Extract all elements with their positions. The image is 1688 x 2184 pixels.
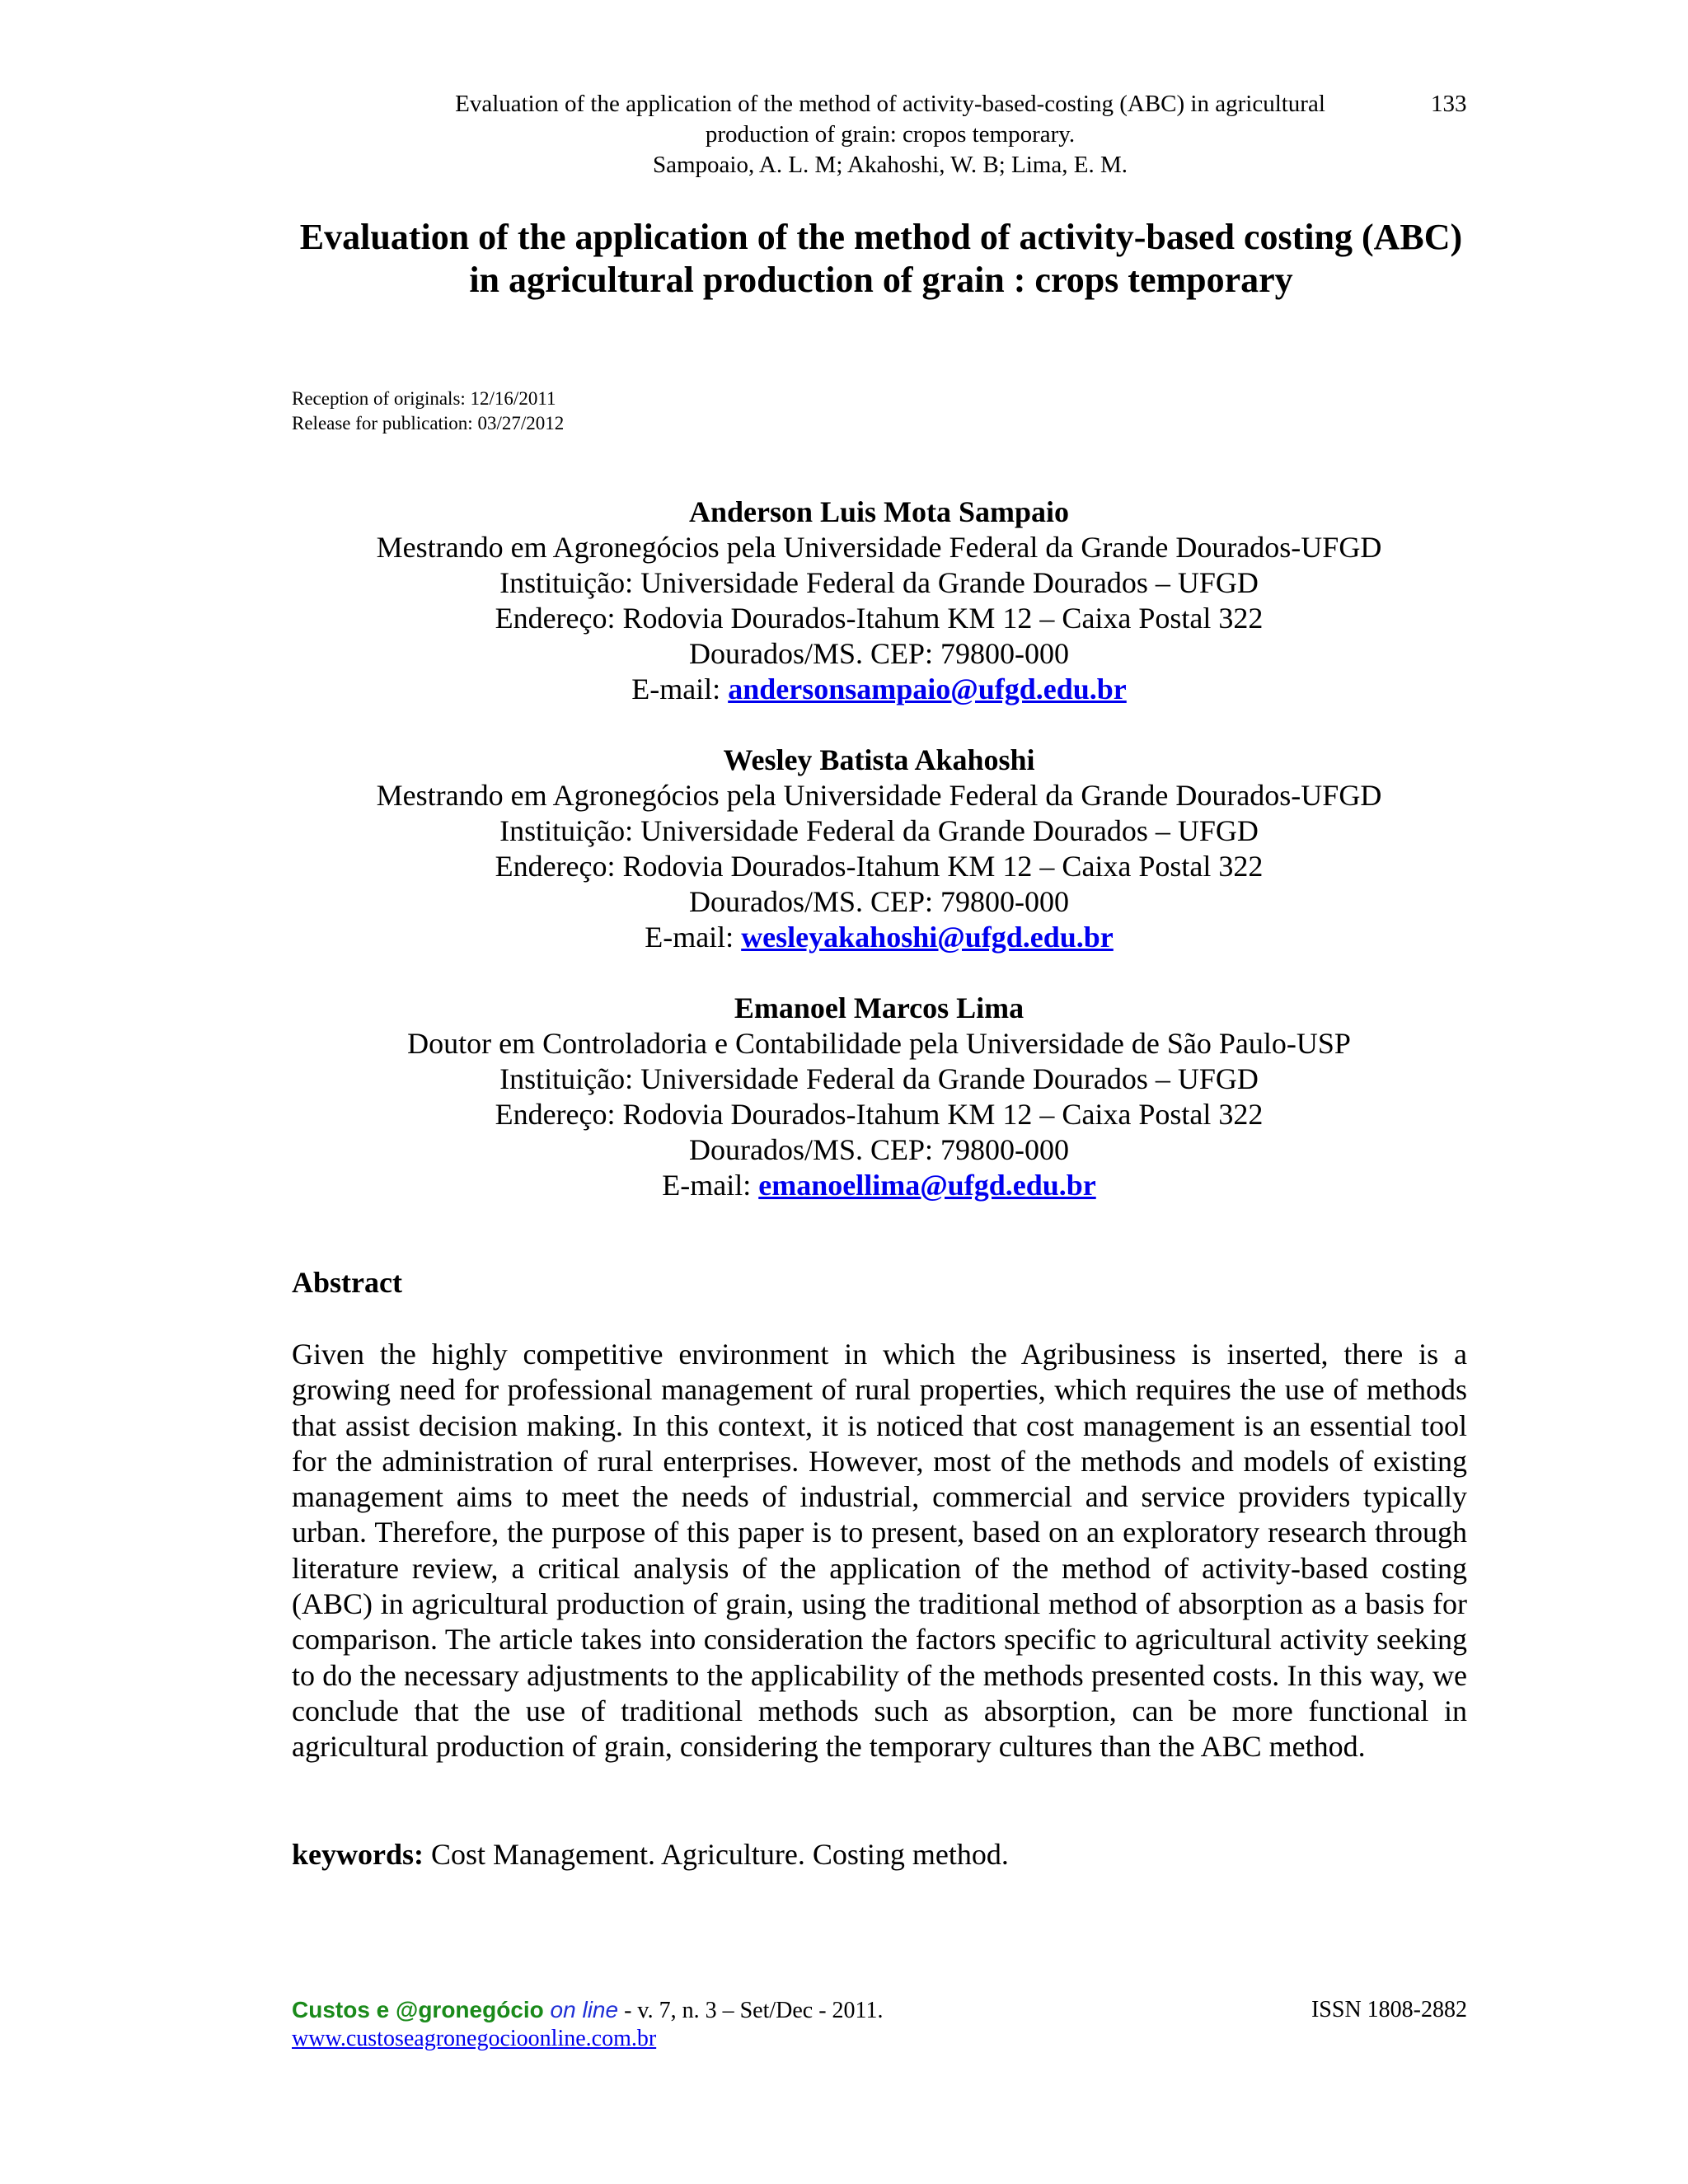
author-institution: Instituição: Universidade Federal da Grande Dourados – UFGD bbox=[499, 1062, 1259, 1095]
page-footer bbox=[292, 1996, 1467, 2053]
title-line1: Evaluation of the application of the method of activity-based costing (ABC) bbox=[299, 217, 1463, 257]
author-degree: Doutor em Controladoria e Contabilidade pela Universidade de São Paulo-USP bbox=[407, 1027, 1351, 1060]
author-block bbox=[292, 743, 1466, 955]
title-line2: in agricultural production of grain : crops temporary bbox=[469, 260, 1293, 300]
email-label: E-mail: bbox=[631, 673, 729, 705]
email-label: E-mail: bbox=[645, 921, 742, 954]
author-city: Dourados/MS. CEP: 79800-000 bbox=[688, 637, 1070, 670]
author-city: Dourados/MS. CEP: 79800-000 bbox=[688, 885, 1070, 918]
author-address: Endereço: Rodovia Dourados-Itahum KM 12 – Caixa Postal 322 bbox=[495, 1098, 1264, 1131]
author-address: Endereço: Rodovia Dourados-Itahum KM 12 – Caixa Postal 322 bbox=[495, 602, 1264, 635]
journal-online: on line bbox=[543, 1997, 619, 2022]
footer-citation bbox=[292, 1996, 1467, 2025]
reception-date: Reception of originals: 12/16/2011 bbox=[292, 388, 556, 409]
running-authors: Sampoaio, A. L. M; Akahoshi, W. B; Lima, E. M. bbox=[653, 152, 1128, 178]
author-institution: Instituição: Universidade Federal da Grande Dourados – UFGD bbox=[499, 814, 1259, 847]
author-email-link[interactable]: wesleyakahoshi@ufgd.edu.br bbox=[741, 921, 1114, 954]
author-address: Endereço: Rodovia Dourados-Itahum KM 12 – Caixa Postal 322 bbox=[495, 850, 1264, 883]
author-email-link[interactable]: andersonsampaio@ufgd.edu.br bbox=[728, 673, 1127, 705]
author-city: Dourados/MS. CEP: 79800-000 bbox=[688, 1133, 1070, 1166]
issn: ISSN 1808-2882 bbox=[1311, 1997, 1467, 2022]
author-list bbox=[292, 494, 1466, 1239]
author-email-line bbox=[292, 1168, 1466, 1203]
running-title-line2: production of grain: cropos temporary. bbox=[705, 121, 1076, 148]
author-name: Wesley Batista Akahoshi bbox=[723, 743, 1035, 776]
author-email-line bbox=[292, 672, 1466, 707]
keywords bbox=[292, 1837, 1467, 1872]
journal-url-line bbox=[292, 2025, 1467, 2053]
author-block bbox=[292, 494, 1466, 707]
journal-name: Custos e @gronegócio bbox=[292, 1997, 544, 2022]
journal-url-link[interactable]: www.custoseagronegocioonline.com.br bbox=[292, 2026, 657, 2051]
abstract-text: Given the highly competitive environment in which the Agribusiness is inserted, there is a growing need for professional management of rural properties, which requires the use of methods that assist decision making. In this context, it is noticed that cost management is an essential tool for the administration of rural enterprises. However, most of the methods and models of existing management aims to meet the needs of industrial, commercial and service providers typically urban. Therefore, the purpose of this paper is to present, based on an exploratory research through literature review, a critical analysis of the application of the method of activity-based costing (ABC) in agricultural production of grain, using the traditional method of absorption as a basis for comparison. The article takes into consideration the factors specific to agricultural activity seeking to do the necessary adjustments to the applicability of the methods presented costs. In this way, we conclude that the use of traditional methods such as absorption, can be more functional in agricultural production of grain, considering the temporary cultures than the ABC method. bbox=[292, 1338, 1467, 1764]
release-date: Release for publication: 03/27/2012 bbox=[292, 413, 565, 434]
author-degree: Mestrando em Agronegócios pela Universidade Federal da Grande Dourados-UFGD bbox=[376, 531, 1382, 564]
running-header bbox=[363, 89, 1418, 180]
keywords-label: keywords: bbox=[292, 1838, 424, 1871]
author-institution: Instituição: Universidade Federal da Grande Dourados – UFGD bbox=[499, 566, 1259, 599]
author-name: Emanoel Marcos Lima bbox=[734, 991, 1025, 1024]
author-name: Anderson Luis Mota Sampaio bbox=[688, 495, 1070, 528]
paper-title bbox=[293, 216, 1470, 302]
running-title-line1: Evaluation of the application of the method of activity-based-costing (ABC) in agricultural bbox=[455, 91, 1325, 117]
submission-dates bbox=[292, 387, 951, 436]
email-label: E-mail: bbox=[662, 1169, 759, 1202]
author-block bbox=[292, 991, 1466, 1203]
author-email-line bbox=[292, 920, 1466, 955]
author-degree: Mestrando em Agronegócios pela Universidade Federal da Grande Dourados-UFGD bbox=[376, 779, 1382, 812]
abstract-heading: Abstract bbox=[292, 1266, 402, 1299]
keywords-text: Cost Management. Agriculture. Costing method. bbox=[424, 1838, 1009, 1871]
journal-volume: - v. 7, n. 3 – Set/Dec - 2011. bbox=[618, 1998, 884, 2023]
page-number: 133 bbox=[1431, 91, 1467, 117]
author-email-link[interactable]: emanoellima@ufgd.edu.br bbox=[758, 1169, 1096, 1202]
